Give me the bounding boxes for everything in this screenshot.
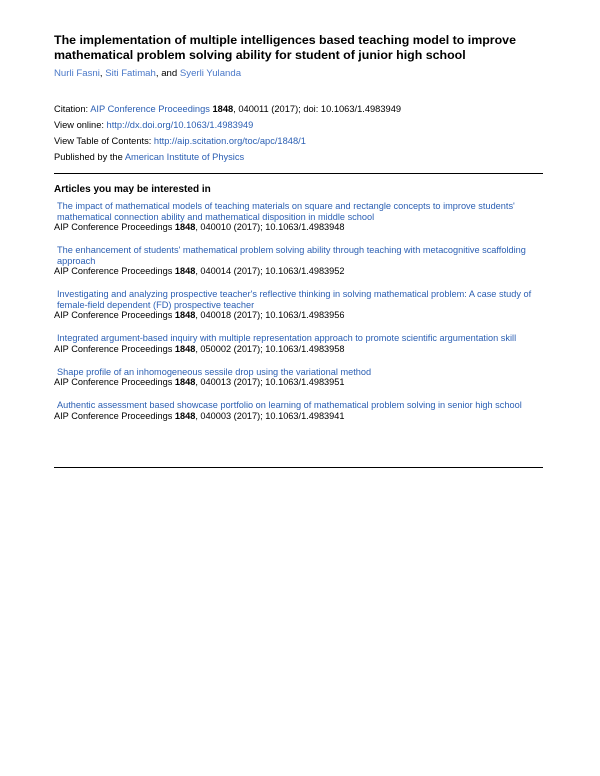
toc-line: [54, 133, 401, 149]
related-article-citation: [54, 222, 534, 234]
related-article-citation: [54, 344, 534, 356]
paper-title: The implementation of multiple intelligences based teaching model to improve mathematical problem solving ability for student of junior high school: [54, 33, 516, 62]
citation-journal-link[interactable]: AIP Conference Proceedings: [90, 104, 210, 114]
top-divider: [54, 173, 543, 174]
related-article-title-link[interactable]: The impact of mathematical models of teaching materials on square and rectangle concepts to improve students' mathematical connection ability and mathematical disposition in middle school: [57, 201, 515, 222]
author-link[interactable]: Nurli Fasni: [54, 68, 100, 79]
related-articles-heading: Articles you may be interested in: [54, 184, 211, 195]
toc-label: View Table of Contents:: [54, 136, 154, 147]
citation-details: , 040011 (2017); doi: 10.1063/1.4983949: [233, 104, 402, 114]
article-volume: 1848: [174, 410, 196, 421]
article-journal: AIP Conference Proceedings: [54, 266, 175, 276]
article-volume: 1848: [174, 377, 196, 387]
citation-label: Citation:: [54, 104, 91, 114]
related-article-citation: [54, 411, 534, 423]
citation-block: [54, 101, 401, 165]
related-article: [54, 400, 534, 422]
publisher-link[interactable]: American Institute of Physics: [124, 152, 245, 163]
related-article: [54, 201, 534, 234]
article-volume: 1848: [174, 343, 196, 354]
related-article-citation: [54, 310, 534, 322]
view-online-label: View online:: [54, 120, 107, 131]
related-article-citation: [54, 377, 534, 389]
article-details: , 040003 (2017); 10.1063/1.4983941: [195, 410, 345, 421]
article-journal: AIP Conference Proceedings: [54, 377, 175, 387]
article-details: , 040013 (2017); 10.1063/1.4983951: [195, 377, 345, 387]
author-separator: ,: [99, 68, 106, 79]
article-details: , 050002 (2017); 10.1063/1.4983958: [195, 343, 345, 354]
article-journal: AIP Conference Proceedings: [54, 310, 175, 320]
article-journal: AIP Conference Proceedings: [54, 410, 175, 421]
view-online-link[interactable]: http://dx.doi.org/10.1063/1.4983949: [106, 120, 254, 131]
article-journal: AIP Conference Proceedings: [54, 343, 175, 354]
related-articles-list: [54, 201, 534, 434]
article-details: , 040014 (2017); 10.1063/1.4983952: [195, 266, 345, 276]
view-online-line: [54, 117, 401, 133]
author-link[interactable]: Siti Fatimah: [105, 68, 156, 79]
related-article: [54, 289, 534, 322]
publisher-line: [54, 149, 401, 165]
related-article: [54, 245, 534, 278]
related-article-title-link[interactable]: Integrated argument-based inquiry with multiple representation approach to promote scientific argumentation skill: [57, 333, 517, 343]
author-separator: , and: [155, 68, 180, 79]
article-volume: 1848: [174, 222, 196, 232]
related-article: [54, 333, 534, 355]
related-article-title-link[interactable]: The enhancement of students' mathematical problem solving ability through teaching with metacognitive scaffolding approach: [57, 245, 526, 266]
related-article: [54, 367, 534, 389]
related-article-title-link[interactable]: Investigating and analyzing prospective teacher's reflective thinking in solving mathematical problem: A case study of female-field dependent (FD) prospective teacher: [57, 289, 532, 310]
bottom-divider: [54, 467, 543, 468]
publisher-label: Published by the: [54, 152, 125, 163]
related-article-citation: [54, 266, 534, 278]
toc-link[interactable]: http://aip.scitation.org/toc/apc/1848/1: [153, 136, 306, 147]
article-journal: AIP Conference Proceedings: [54, 222, 175, 232]
citation-line: [54, 101, 401, 117]
related-article-title-link[interactable]: Shape profile of an inhomogeneous sessile drop using the variational method: [57, 366, 372, 377]
author-list: [54, 68, 241, 80]
article-volume: 1848: [174, 310, 196, 320]
article-details: , 040018 (2017); 10.1063/1.4983956: [195, 310, 345, 320]
article-details: , 040010 (2017); 10.1063/1.4983948: [195, 222, 345, 232]
author-link[interactable]: Syerli Yulanda: [179, 68, 242, 79]
related-article-title-link[interactable]: Authentic assessment based showcase portfolio on learning of mathematical problem solving in senior high school: [57, 400, 522, 410]
article-volume: 1848: [174, 266, 196, 276]
citation-volume: 1848: [212, 104, 234, 114]
